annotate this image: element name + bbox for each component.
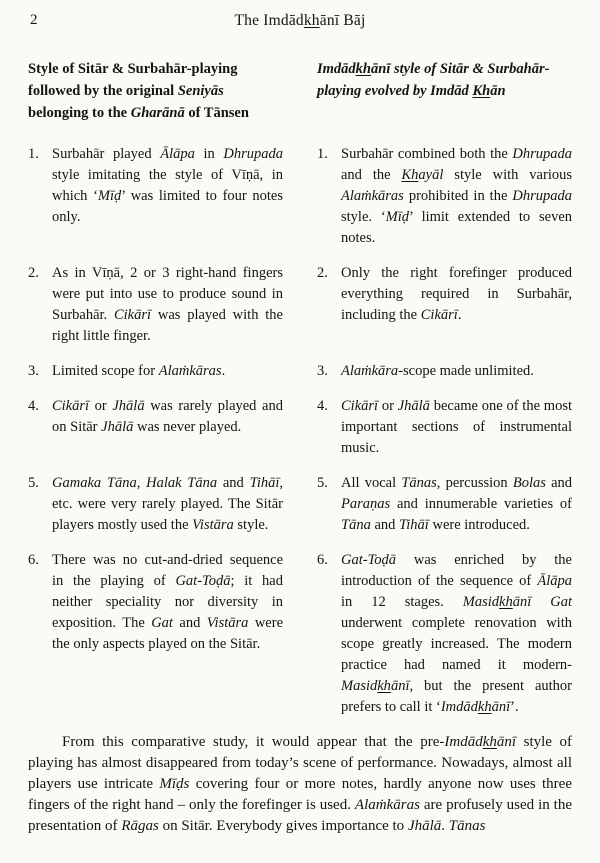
item-number: 4.	[317, 398, 328, 414]
item-text: Only the right forefinger produced everything required in Surbahār, including the Cikārī.	[341, 265, 572, 323]
item-number: 5.	[317, 475, 328, 491]
list-item	[28, 550, 283, 655]
item-text: As in Vīṇā, 2 or 3 right-hand fingers were put into use to produce sound in Surbahār. Cikārī was played with the right little finger.	[52, 265, 283, 344]
item-number: 2.	[317, 265, 328, 281]
column-headings	[28, 58, 572, 144]
left-column-heading: Style of Sitār & Surbahār-playing followed by the original Seniyās belonging to the Gharānā of Tānsen	[28, 61, 249, 121]
footer-paragraph: From this comparative study, it would appear that the pre-Imdādkhānī style of playing has almost disappeared from today’s scene of performance. Nowadays, almost all players use intricate Mīḍs covering four or more notes, hardly anyone now uses three fingers of the right hand – only the forefinger is used. Alaṁkāras are profusely used in the presentation of Rāgas on Sitār. Everybody gives importance to Jhālā. Tānas	[28, 734, 573, 834]
item-text: Surbahār played Ālāpa in Dhrupada style imitating the style of Vīṇā, in which ‘Mīḍ’ was limited to four notes only.	[52, 146, 284, 225]
comparison-row-1	[28, 144, 572, 249]
list-item	[28, 473, 283, 536]
list-item	[28, 263, 283, 347]
item-number: 3.	[317, 363, 328, 379]
list-item	[317, 550, 572, 718]
item-text: Gamaka Tāna, Halak Tāna and Tihāī, etc. were very rarely played. The Sitār players mostly used the Vistāra style.	[52, 475, 284, 533]
item-number: 3.	[28, 363, 39, 379]
list-item	[317, 473, 572, 536]
list-item	[28, 361, 283, 382]
item-text: Cikārī or Jhālā became one of the most important sections of instrumental music.	[341, 398, 572, 456]
comparison-row-2	[28, 263, 572, 347]
item-text: Alaṁkāra-scope made unlimited.	[341, 363, 534, 379]
list-item	[317, 396, 572, 459]
item-number: 2.	[28, 265, 39, 281]
item-text: There was no cut-and-dried sequence in the playing of Gat-Toḍā; it had neither speciality nor diversity in exposition. The Gat and Vistāra were the only aspects played on the Sitār.	[52, 552, 283, 652]
comparison-row-6	[28, 550, 572, 718]
item-text: All vocal Tānas, percussion Bolas and Paraṇas and innumerable varieties of Tāna and Tihāī were introduced.	[341, 475, 573, 533]
page-header	[28, 12, 572, 36]
item-number: 5.	[28, 475, 39, 491]
item-number: 6.	[317, 552, 328, 568]
item-text: Surbahār combined both the Dhrupada and the Khayāl style with various Alaṁkāras prohibited in the Dhrupada style. ‘Mīḍ’ limit extended to seven notes.	[341, 146, 573, 246]
item-number: 1.	[28, 146, 39, 162]
item-text: Limited scope for Alaṁkāras.	[52, 363, 226, 379]
item-number: 1.	[317, 146, 328, 162]
item-number: 6.	[28, 552, 39, 568]
page-number: 2	[30, 12, 38, 28]
right-column-heading: Imdādkhānī style of Sitār & Surbahār-playing evolved by Imdād Khān	[317, 61, 550, 99]
item-text: Cikārī or Jhālā was rarely played and on Sitār Jhālā was never played.	[52, 398, 283, 435]
list-item	[317, 144, 572, 249]
page-title: The Imdādkhānī Bāj	[234, 12, 366, 29]
item-number: 4.	[28, 398, 39, 414]
list-item	[317, 361, 572, 382]
comparison-row-5	[28, 473, 572, 536]
list-item	[28, 144, 283, 228]
comparison-row-3	[28, 361, 572, 382]
item-text: Gat-Toḍā was enriched by the introduction of the sequence of Ālāpa in 12 stages. Masidkhānī Gat underwent complete renovation with scope greatly increased. The modern practice had named it modern-Masidkhānī, but the present author prefers to call it ‘Imdādkhānī’.	[341, 552, 572, 715]
list-item	[28, 396, 283, 438]
list-item	[317, 263, 572, 326]
comparison-row-4	[28, 396, 572, 459]
